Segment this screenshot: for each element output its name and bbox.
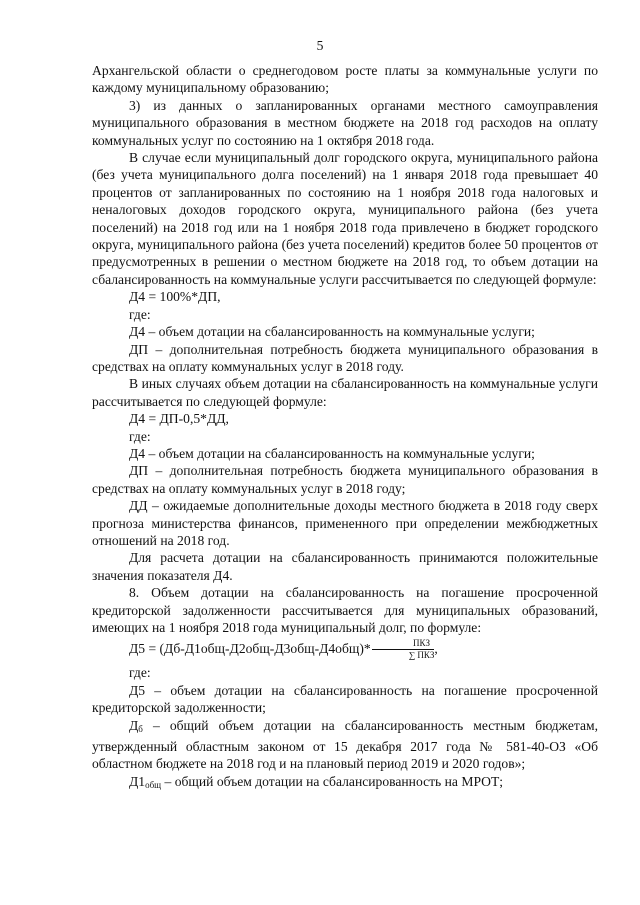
paragraph: ДП – дополнительная потребность бюджета муниципального образования в средствах на оплату коммунальных услуг в 2018 году; [92, 463, 598, 496]
paragraph: Д5 – объем дотации на сбалансированность на погашение просроченной кредиторской задолженности; [92, 682, 598, 716]
db-text: – общий объем дотации на сбалансированность местным бюджетам, утвержденный областным законом от 15 декабря 2017 года № 581-40-ОЗ «Об областном бюджете на 2018 год и на плановый период 2019 и 2020 годов»; [92, 717, 598, 772]
d1-text: – общий объем дотации на сбалансированность на МРОТ; [161, 773, 504, 789]
paragraph: Архангельской области о среднегодовом росте платы за коммунальные услуги по каждому муниципальному образованию; [92, 63, 598, 96]
d1-subscript: общ [145, 779, 162, 790]
formula-d4-full: Д4 = 100%*ДП, [129, 289, 221, 305]
where-label: где: [129, 306, 151, 322]
d1-symbol: Д1 [129, 773, 146, 789]
formula-d4-other: Д4 = ДП-0,5*ДД, [129, 411, 229, 427]
paragraph: ДП – дополнительная потребность бюджета муниципального образования в средствах на оплату коммунальных услуг в 2018 году. [92, 341, 598, 374]
paragraph: Для расчета дотации на сбалансированность принимаются положительные значения показателя Д4. [92, 550, 598, 583]
formula-d5-lhs: Д5 = (Дб-Д1общ-Д2общ-Д3общ-Д4общ)* [129, 641, 371, 657]
db-subscript: б [138, 723, 143, 734]
definition-d1 [92, 773, 598, 794]
formula-d5-numerator: ПКЗ [372, 639, 435, 650]
formula-d5-denominator: ∑ ПКЗ [408, 650, 435, 661]
formula-d5-fraction [372, 638, 438, 661]
where-label: где: [129, 665, 151, 681]
paragraph: 3) из данных о запланированных органами местного самоуправления муниципального образования в местном бюджете на 2018 год расходов на оплату коммунальных услуг по состоянию на 1 октября 2018 года. [92, 97, 598, 148]
paragraph: ДД – ожидаемые дополнительные доходы местного бюджета в 2018 году сверх прогноза министерства финансов, примененного при определении межбюджетных отношений на 2018 год. [92, 498, 598, 548]
paragraph: Д4 – объем дотации на сбалансированность на коммунальные услуги; [129, 324, 535, 340]
paragraph: Д4 – объем дотации на сбалансированность на коммунальные услуги; [129, 445, 535, 461]
where-label: где: [129, 428, 151, 444]
paragraph: В иных случаях объем дотации на сбалансированность на коммунальные услуги рассчитывается по следующей формуле: [92, 376, 598, 409]
paragraph: 8. Объем дотации на сбалансированность на погашение просроченной кредиторской задолженности рассчитывается для муниципальных образований, имеющих на 1 ноября 2018 года муниципальный долг, по формуле: [92, 585, 598, 635]
page-number: 5 [316, 38, 324, 53]
formula-d5 [92, 639, 598, 660]
paragraph: В случае если муниципальный долг городского округа, муниципального района (без учета муниципального долга поселений) на 1 января 2018 года превышает 40 процентов от запланированных по состоянию на 1 ноября 2018 года налоговых и неналоговых доходов городского округа, муниципального района (без учета поселений) на 2018 год или на 1 ноября 2018 года привлечено в бюджет городского округа, муниципального района (без учета поселений) кредитов более 50 процентов от предусмотренных в решении о местном бюджете на 2018 год, то объем дотации на сбалансированность на коммунальные услуги рассчитывается по следующей формуле: [92, 150, 598, 287]
document-body [92, 62, 598, 794]
formula-d5-tail: , [434, 641, 438, 657]
db-symbol: Д [129, 717, 139, 733]
definition-db [92, 717, 598, 773]
